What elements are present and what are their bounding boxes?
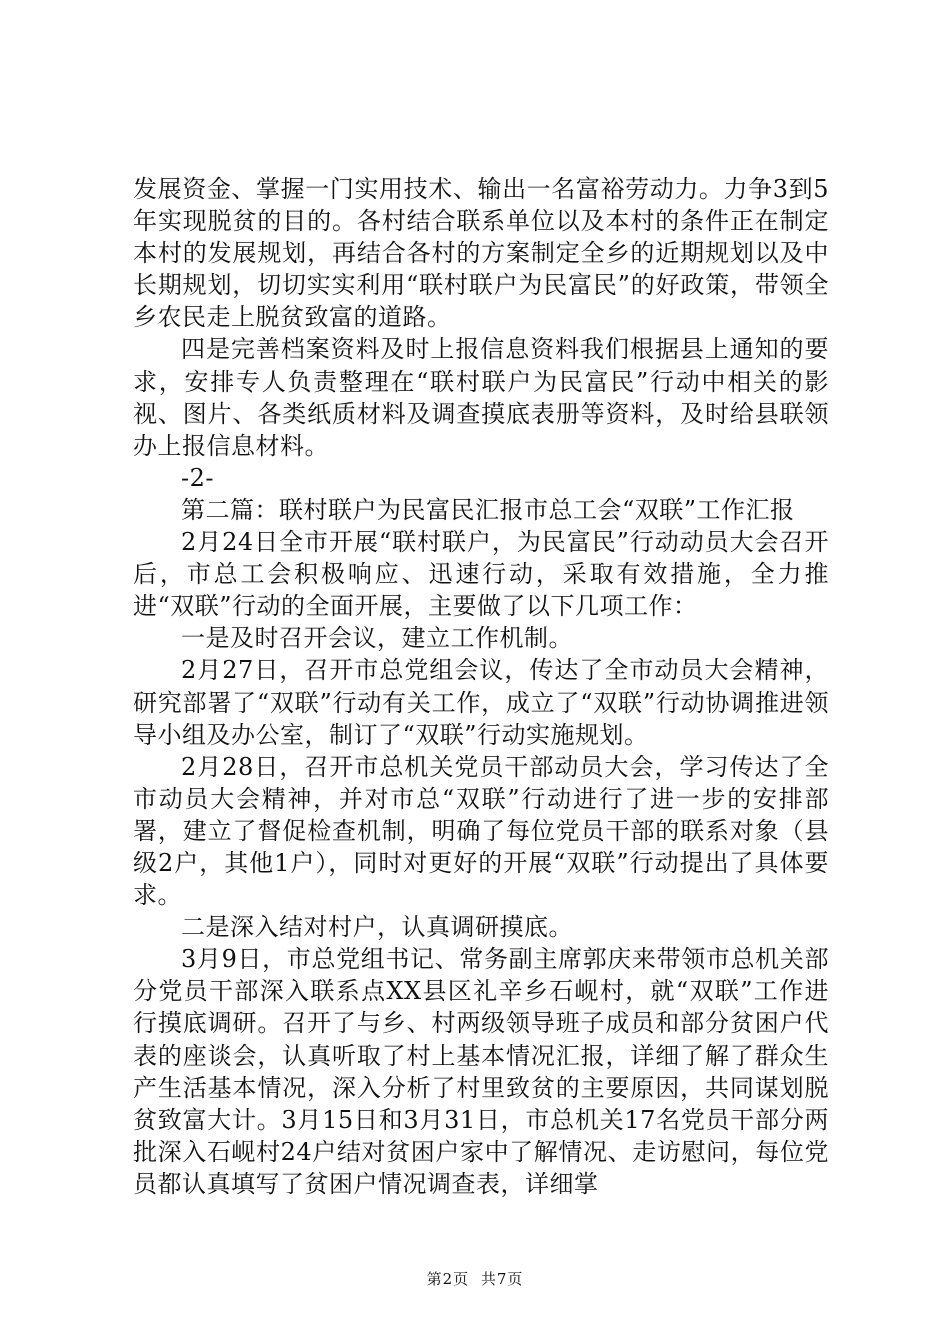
paragraph-feb-28: 2月28日，召开市总机关党员干部动员大会，学习传达了全市动员大会精神，并对市总“双联”行动进行了进一步的安排部署，建立了督促检查机制，明确了每位党员干部的联系对象（县级2户，其他1户），同时对更好的开展“双联”行动提出了具体要求。 — [133, 752, 829, 910]
section-heading: 第二篇：联村联户为民富民汇报市总工会“双联”工作汇报 — [181, 495, 795, 524]
paragraph-feb-27: 2月27日，召开市总党组会议，传达了全市动员大会精神，研究部署了“双联”行动有关工作，成立了“双联”行动协调推进领导小组及办公室，制订了“双联”行动实施规划。 — [133, 656, 829, 749]
paragraph-intro: 2月24日全市开展“联村联户，为民富民”行动动员大会召开后，市总工会积极响应、迅速行动，采取有效措施，全力推进“双联”行动的全面开展，主要做了以下几项工作： — [133, 528, 829, 621]
subheading-one: 一是及时召开会议，建立工作机制。 — [181, 624, 573, 653]
page-marker: -2- — [181, 463, 214, 492]
page-footer — [0, 1268, 950, 1289]
document-body — [133, 173, 829, 1200]
paragraph-section-four: 四是完善档案资料及时上报信息资料我们根据县上通知的要求，安排专人负责整理在“联村联户为民富民”行动中相关的影视、图片、各类纸质材料及调查摸底表册等资料，及时给县联领办上报信息材料。 — [133, 335, 829, 460]
paragraph-mar-9: 3月9日，市总党组书记、常务副主席郭庆来带领市总机关部分党员干部深入联系点XX县区礼辛乡石岘村，就“双联”工作进行摸底调研。召开了与乡、村两级领导班子成员和部分贫困户代表的座谈会，认真听取了村上基本情况汇报，详细了解了群众生产生活基本情况，深入分析了村里致贫的主要原因，共同谋划脱贫致富大计。3月15日和3月31日，市总机关17名党员干部分两批深入石岘村24户结对贫困户家中了解情况、走访慰问，每位党员都认真填写了贫困户情况调查表，详细掌 — [133, 945, 829, 1198]
paragraph-continuation: 发展资金、掌握一门实用技术、输出一名富裕劳动力。力争3到5年实现脱贫的目的。各村结合联系单位以及本村的条件正在制定本村的发展规划，再结合各村的方案制定全乡的近期规划以及中长期规划，切切实实利用“联村联户为民富民”的好政策，带领全乡农民走上脱贫致富的道路。 — [133, 175, 829, 332]
subheading-two: 二是深入结对村户，认真调研摸底。 — [181, 913, 573, 942]
page-total: 共7页 — [480, 1270, 524, 1288]
page-number: 第2页 — [426, 1270, 470, 1288]
